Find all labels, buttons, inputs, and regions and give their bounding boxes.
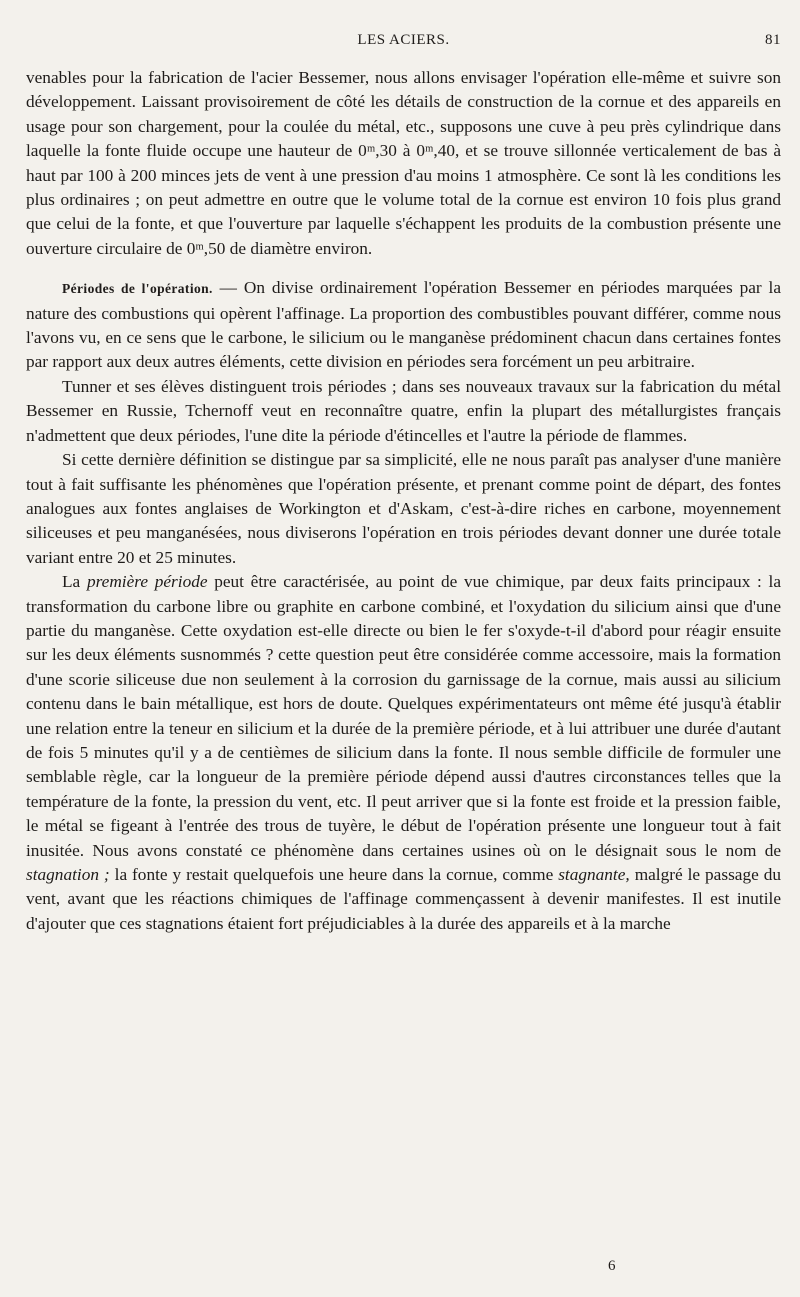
paragraph-continued: venables pour la fabrication de l'acier Bessemer, nous allons envisager l'opération elle-même et suivre son développement. Laissant provisoirement de côté les détails de construction de la cornue et des appareils en usage pour son chargement, pour la coulée du métal, etc., supposons une cuve à peu près cylindrique dans laquelle la fonte fluide occupe une hauteur de 0ᵐ,30 à 0ᵐ,40, et se trouve sillonnée verticalement de bas à haut par 100 à 200 minces jets de vent à une pression d'au moins 1 atmosphère. Ce sont là les conditions les plus ordinaires ; on peut admettre en outre que le volume total de la cornue est environ 10 fois plus grand que celui de la fonte, et que l'ouverture par laquelle s'échappent les produits de la combustion présente une ouverture circulaire de 0ᵐ,50 de diamètre environ. [26, 68, 781, 258]
paragraph-tunner: Tunner et ses élèves distinguent trois périodes ; dans ses nouveaux travaux sur la fabrication du métal Bessemer en Russie, Tchernoff veut en reconnaître quatre, enfin la plupart des métallurgistes français n'admettent que deux périodes, l'une dite la période d'étincelles et l'autre la période de flammes. [26, 376, 781, 445]
section-heading: Périodes de l'opération. [62, 281, 213, 297]
paragraph-periodes [26, 276, 781, 375]
running-header [26, 32, 781, 54]
heading-dash: — [212, 278, 244, 298]
italic-term: stagnation ; [26, 865, 110, 884]
paragraph-text: la fonte y restait quelquefois une heure dans la cornue, comme [114, 865, 554, 884]
running-title: LES ACIERS. [357, 32, 450, 48]
article: La [62, 572, 81, 592]
page-number: 81 [765, 32, 781, 48]
signature-mark: 6 [608, 1258, 616, 1274]
paragraph-premiere-periode [26, 570, 781, 936]
paragraph-definition: Si cette dernière définition se distingue par sa simplicité, elle ne nous paraît pas analyser d'une manière tout à fait suffisante les phénomènes que l'opération présente, et prenant comme point de départ, des fontes analogues aux fontes anglaises de Workington et d'Askam, c'est-à-dire riches en carbone, moyennement siliceuses et peu manganésées, nous diviserons l'opération en trois périodes devant donner une durée totale variant entre 20 et 25 minutes. [26, 450, 781, 567]
paragraph-text: malgré le passage du vent, avant que les réactions chimiques de l'affinage commençassent à devenir manifestes. Il est inutile d'ajouter que ces stagnations étaient fort préjudiciables à la durée des appareils et à la marche [26, 865, 781, 933]
page-body [26, 66, 781, 936]
italic-term: première période [86, 572, 208, 592]
paragraph-text: peut être caractérisée, au point de vue chimique, par deux faits principaux : la transformation du carbone libre ou graphite en carbone combiné, et l'oxydation du silicium ainsi que d'une partie du manganèse. Cette oxydation est-elle directe ou bien le fer s'oxyde-t-il d'abord pour réagir ensuite sur les deux éléments susnommés ? cette question peut être considérée comme accessoire, mais la formation d'une scorie siliceuse due non seulement à la corrosion du garnissage de la cornue, mais aussi au silicium contenu dans le bain métallique, est hors de doute. Quelques expérimentateurs ont même été jusqu'à établir une relation entre la teneur en silicium et la durée de la première période, et à lui attribuer une durée d'autant de fois 5 minutes qu'il y a de centièmes de silicium dans la fonte. Il nous semble difficile de formuler une semblable règle, car la longueur de la première période dépend aussi d'autres circonstances telles que la température de la fonte, la pression du vent, etc. Il peut arriver que si la fonte est froide et la pression faible, le métal se figeant à l'entrée des trous de tuyère, le début de l'opération présente une longueur tout à fait inusitée. Nous avons constaté ce phénomène dans certaines usines où on le désignait sous le nom de [26, 572, 781, 860]
paragraph-text: On divise ordinairement l'opération Bessemer en périodes marquées par la nature des combustions qui opèrent l'affinage. La proportion des combustibles pouvant différer, comme nous l'avons vu, en ce sens que le carbone, le silicium ou le manganèse prédominent chacun dans certaines fontes par rapport aux deux autres éléments, cette division en périodes sera forcément un peu arbitraire. [26, 278, 781, 372]
italic-term: stagnante, [558, 865, 630, 884]
